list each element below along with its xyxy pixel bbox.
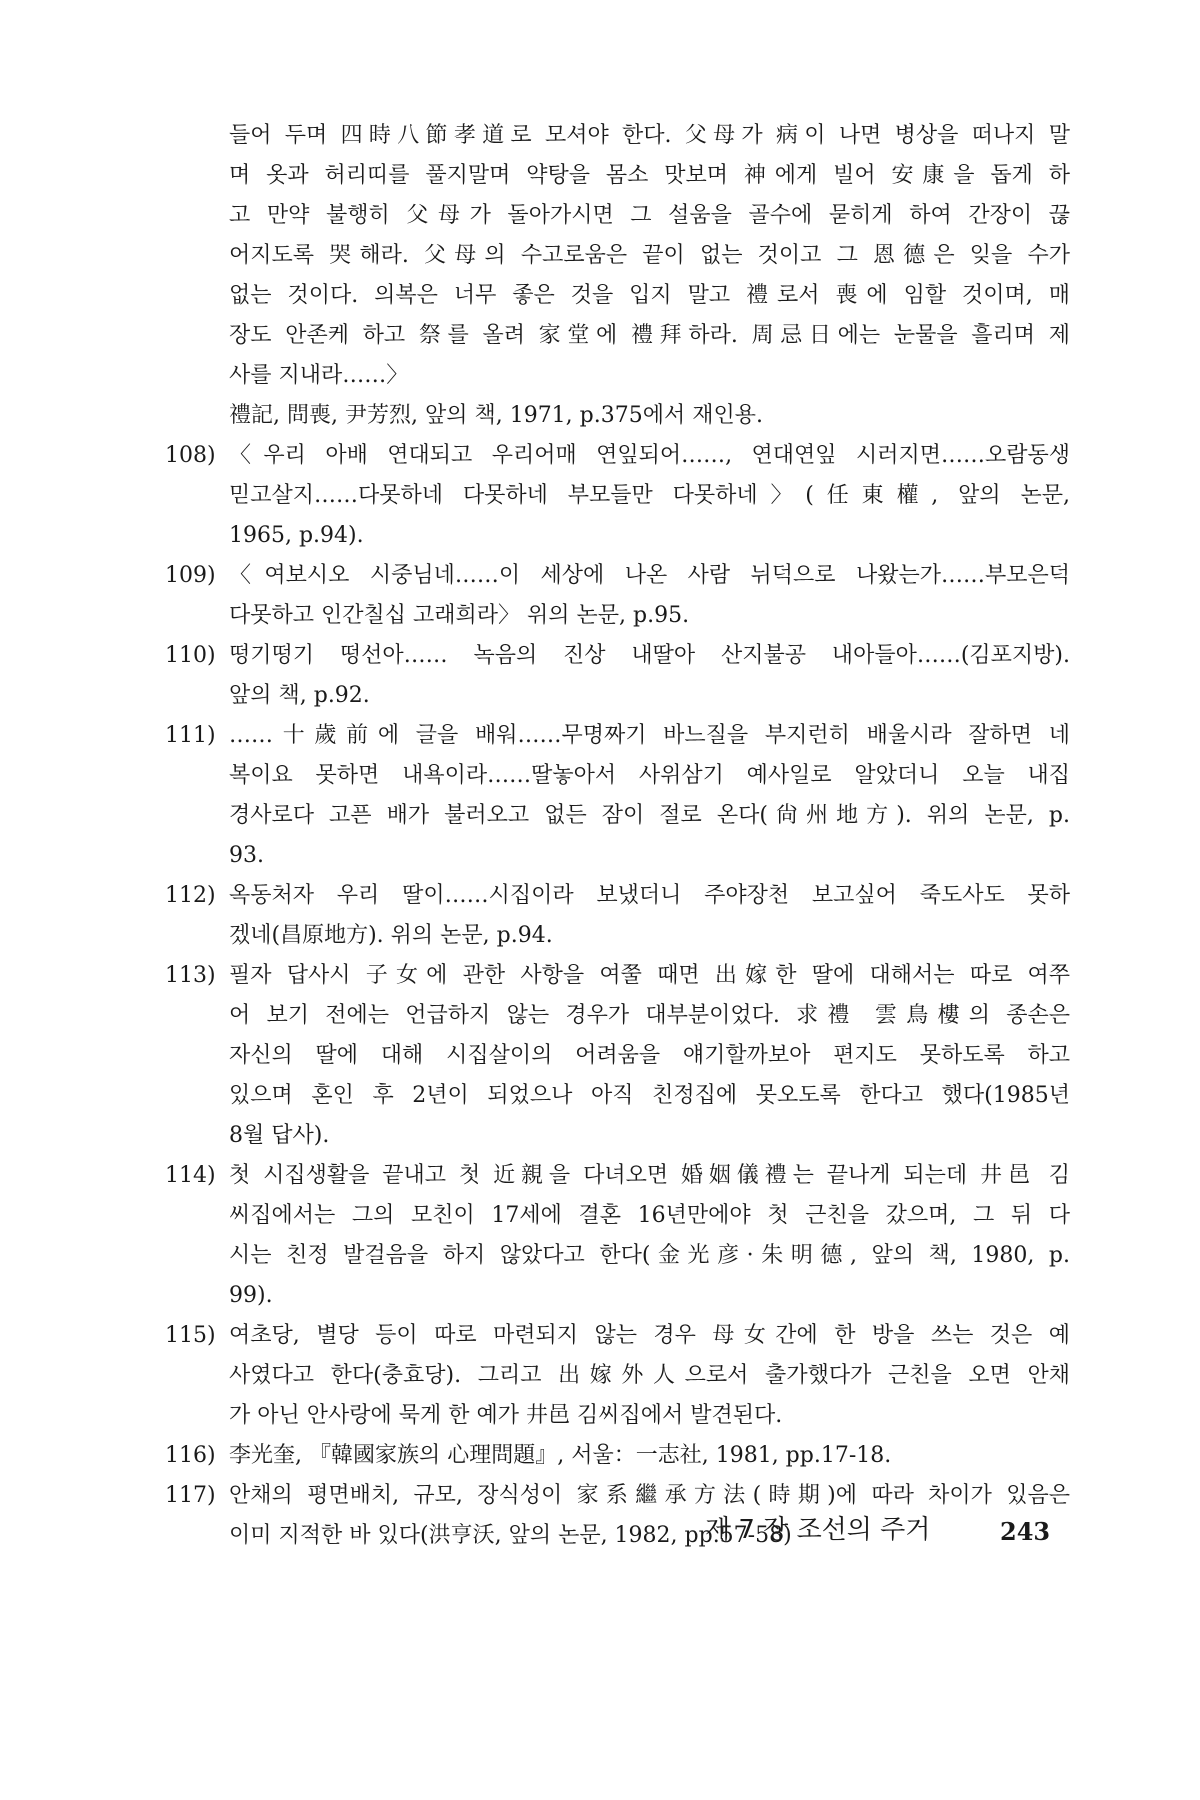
endnote-number: 109) xyxy=(165,563,216,588)
citation-line: 禮記, 問喪, 尹芳烈, 앞의 책, 1971, p.375에서 재인용. xyxy=(229,403,763,428)
text-line: 복이요 못하면 내욕이라……딸놓아서 사위삼기 예사일로 알았더니 오늘 내집 xyxy=(229,763,1070,788)
text-line: 1965, p.94). xyxy=(229,523,364,548)
text-line: 겠네(昌原地方). 위의 논문, p.94. xyxy=(229,923,553,948)
text-line: 안채의 평면배치, 규모, 장식성이 家系繼承方法(時期)에 따라 차이가 있음은 xyxy=(229,1483,1070,1508)
page-number: 243 xyxy=(1000,1517,1051,1546)
endnote-113 xyxy=(165,956,1070,1156)
endnote-109 xyxy=(165,556,1070,636)
endnote-number: 112) xyxy=(165,883,216,908)
text-line: 장도 안존케 하고 祭를 올려 家堂에 禮拜하라. 周忌日에는 눈물을 흘리며 제 xyxy=(229,323,1070,348)
text-line: 며 옷과 허리띠를 풀지말며 약탕을 몸소 맛보며 神에게 빌어 安康을 돕게 하 xyxy=(229,163,1070,188)
endnote-number: 117) xyxy=(165,1483,216,1508)
text-line: 여초당, 별당 등이 따로 마련되지 않는 경우 母女간에 한 방을 쓰는 것은 예 xyxy=(229,1323,1070,1348)
text-line: 첫 시집생활을 끝내고 첫 近親을 다녀오면 婚姻儀禮는 끝나게 되는데 井邑 김 xyxy=(229,1163,1070,1188)
text-line: 앞의 책, p.92. xyxy=(229,683,370,708)
endnote-110 xyxy=(165,636,1070,716)
text-line: 경사로다 고픈 배가 불러오고 없든 잠이 절로 온다(尙州地方). 위의 논문, p. xyxy=(229,803,1070,828)
text-line: 옥동처자 우리 딸이……시집이라 보냈더니 주야장천 보고싶어 죽도사도 못하 xyxy=(229,883,1070,908)
text-line: 시는 친정 발걸음을 하지 않았다고 한다(金光彦·朱明德, 앞의 책, 1980, p. xyxy=(229,1243,1070,1268)
endnote-number: 115) xyxy=(165,1323,216,1348)
text-line: 들어 두며 四時八節孝道로 모셔야 한다. 父母가 病이 나면 병상을 떠나지 말 xyxy=(229,123,1070,148)
text-line: 다못하고 인간칠십 고래희라〉 위의 논문, p.95. xyxy=(229,603,690,628)
text-line: 자신의 딸에 대해 시집살이의 어려움을 얘기할까보아 편지도 못하도록 하고 xyxy=(229,1043,1070,1068)
text-line: 어지도록 哭해라. 父母의 수고로움은 끝이 없는 것이고 그 恩德은 잊을 수가 xyxy=(229,243,1070,268)
text-line: 사였다고 한다(충효당). 그리고 出嫁外人으로서 출가했다가 근친을 오면 안채 xyxy=(229,1363,1070,1388)
text-line: 고 만약 불행히 父母가 돌아가시면 그 설움을 골수에 묻히게 하여 간장이 끊 xyxy=(229,203,1070,228)
text-line: 〈우리 아배 연대되고 우리어매 연잎되어……, 연대연잎 시러지면……오람동생 xyxy=(229,443,1070,468)
endnote-116 xyxy=(165,1436,1070,1476)
text-line: 떵기떵기 떵선아…… 녹음의 진상 내딸아 산지불공 내아들아……(김포지방). xyxy=(229,643,1070,668)
endnote-number: 111) xyxy=(165,723,216,748)
endnote-112 xyxy=(165,876,1070,956)
text-line: 가 아닌 안사랑에 묵게 한 예가 井邑 김씨집에서 발견된다. xyxy=(229,1403,783,1428)
endnote-number: 116) xyxy=(165,1443,216,1468)
continued-quote xyxy=(165,116,1070,436)
endnote-114 xyxy=(165,1156,1070,1316)
endnote-number: 113) xyxy=(165,963,216,988)
text-line: 李光奎, 『韓國家族의 心理問題』, 서울：一志社, 1981, pp.17-18. xyxy=(229,1443,892,1468)
text-line: 99). xyxy=(229,1283,273,1308)
endnote-number: 114) xyxy=(165,1163,216,1188)
text-line: 8월 답사). xyxy=(229,1123,330,1148)
text-line: 씨집에서는 그의 모친이 17세에 결혼 16년만에야 첫 근친을 갔으며, 그 뒤 다 xyxy=(229,1203,1070,1228)
endnote-108 xyxy=(165,436,1070,556)
text-line: ……十歲前에 글을 배워……무명짜기 바느질을 부지런히 배울시라 잘하면 네 xyxy=(229,723,1070,748)
text-line: 필자 답사시 子女에 관한 사항을 여쭐 때면 出嫁한 딸에 대해서는 따로 여쭈 xyxy=(229,963,1070,988)
text-line: 없는 것이다. 의복은 너무 좋은 것을 입지 말고 禮로서 喪에 임할 것이며, 매 xyxy=(229,283,1070,308)
text-line: 있으며 혼인 후 2년이 되었으나 아직 친정집에 못오도록 한다고 했다(1985년 xyxy=(229,1083,1070,1108)
text-line: 이미 지적한 바 있다(洪亨沃, 앞의 논문, 1982, pp.57-58) xyxy=(229,1523,792,1548)
endnote-number: 110) xyxy=(165,643,216,668)
endnotes-body xyxy=(165,116,1070,1556)
text-line: 〈여보시오 시중님네……이 세상에 나온 사람 뉘덕으로 나왔는가……부모은덕 xyxy=(229,563,1070,588)
text-line: 믿고살지……다못하네 다못하네 부모들만 다못하네〉(任東權, 앞의 논문, xyxy=(229,483,1070,508)
text-line: 어 보기 전에는 언급하지 않는 경우가 대부분이었다. 求禮 雲鳥樓의 종손은 xyxy=(229,1003,1070,1028)
running-chapter-title: 제 7 장 조선의 주거 xyxy=(705,1515,931,1545)
text-line: 사를 지내라……〉 xyxy=(229,363,409,388)
text-line: 93. xyxy=(229,843,264,868)
page-footer xyxy=(0,1510,1200,1550)
endnote-115 xyxy=(165,1316,1070,1436)
endnote-111 xyxy=(165,716,1070,876)
endnote-number: 108) xyxy=(165,443,216,468)
